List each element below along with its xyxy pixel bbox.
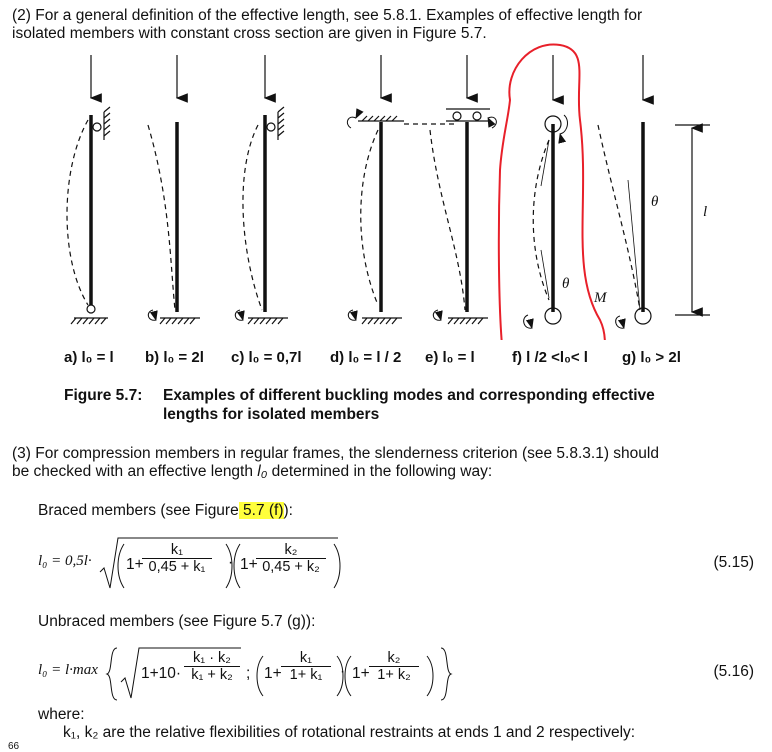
case-g-diagram [598,55,710,328]
case-label-c: c) l₀ = 0,7l [231,349,302,366]
eq515-number: (5.15) [713,554,754,571]
figure-caption-line1: Examples of different buckling modes and corresponding effective [163,387,655,404]
theta-symbol-g: θ [651,194,659,210]
eq516-number: (5.16) [713,663,754,680]
eq516-dot: · [340,663,346,680]
case-c-diagram [235,55,288,324]
eq515-lhs: l₀ = 0,5l· [38,553,92,569]
eq516-frac1: $\frac{\text{k₁ · k₂}}{\text{k₁ + k₂}}$ [184,650,240,683]
case-label-a: a) l₀ = l [64,349,114,366]
eq516-term1: 1+10· [141,665,182,682]
moment-symbol: M [594,290,607,306]
eq515-frac2: $\frac{\text{k₂}}{\text{0,45 + k₂}}$ [256,542,326,575]
braced-label: Braced members (see Figure 5.7 (f)): [38,502,293,519]
where-label: where: [38,706,85,723]
theta-symbol-f: θ [562,276,570,292]
eq515-frac1: $\frac{\text{k₁}}{\text{0,45 + k₁}}$ [142,542,212,575]
figure-caption-prefix: Figure 5.7: [64,387,143,404]
para2-line2: isolated members with constant cross section are given in Figure 5.7. [12,25,487,42]
eq515-dot: · [228,554,234,571]
eq516-frac3: $\frac{\text{k₂}}{\text{1+ k₂}}$ [369,650,419,683]
eq516-frac2: $\frac{\text{k₁}}{\text{1+ k₁}}$ [281,650,331,683]
case-a-diagram [67,55,110,324]
case-label-d: d) l₀ = l / 2 [330,349,402,366]
eq516-one-plus-2: 1+ [352,665,370,682]
para2-line1: (2) For a general definition of the effective length, see 5.8.1. Examples of effective length for [12,7,643,24]
case-d-diagram [347,55,458,324]
eq515-one-plus-1: 1+ [126,556,144,573]
para3-line2: be checked with an effective length l₀ determined in the following way: [12,463,493,480]
figure-caption-line2: lengths for isolated members [163,406,380,423]
highlight-ref: 5.7 (f) [238,502,284,519]
case-label-f: f) l /2 <l₀< l [512,349,588,366]
case-label-b: b) l₀ = 2l [145,349,204,366]
para3-line1: (3) For compression members in regular frames, the slenderness criterion (see 5.8.3.1) should [12,445,659,462]
eq516-lhs: l₀ = l·max [38,662,98,678]
case-b-diagram [148,55,200,324]
unbraced-label: Unbraced members (see Figure 5.7 (g)): [38,613,316,630]
eq516-sep: ; [246,665,251,682]
figure-5-7 [0,40,772,340]
case-label-g: g) l₀ > 2l [622,349,681,366]
where-definition: k₁, k₂ are the relative flexibilities of rotational restraints at ends 1 and 2 respectively: [63,724,636,741]
eq516-one-plus-1: 1+ [264,665,282,682]
case-f-diagram [524,55,568,328]
eq515-one-plus-2: 1+ [240,556,258,573]
case-e-diagram [430,55,496,324]
case-label-e: e) l₀ = l [425,349,475,366]
length-symbol: l [703,204,708,220]
footer-mark: 66 [8,741,20,752]
